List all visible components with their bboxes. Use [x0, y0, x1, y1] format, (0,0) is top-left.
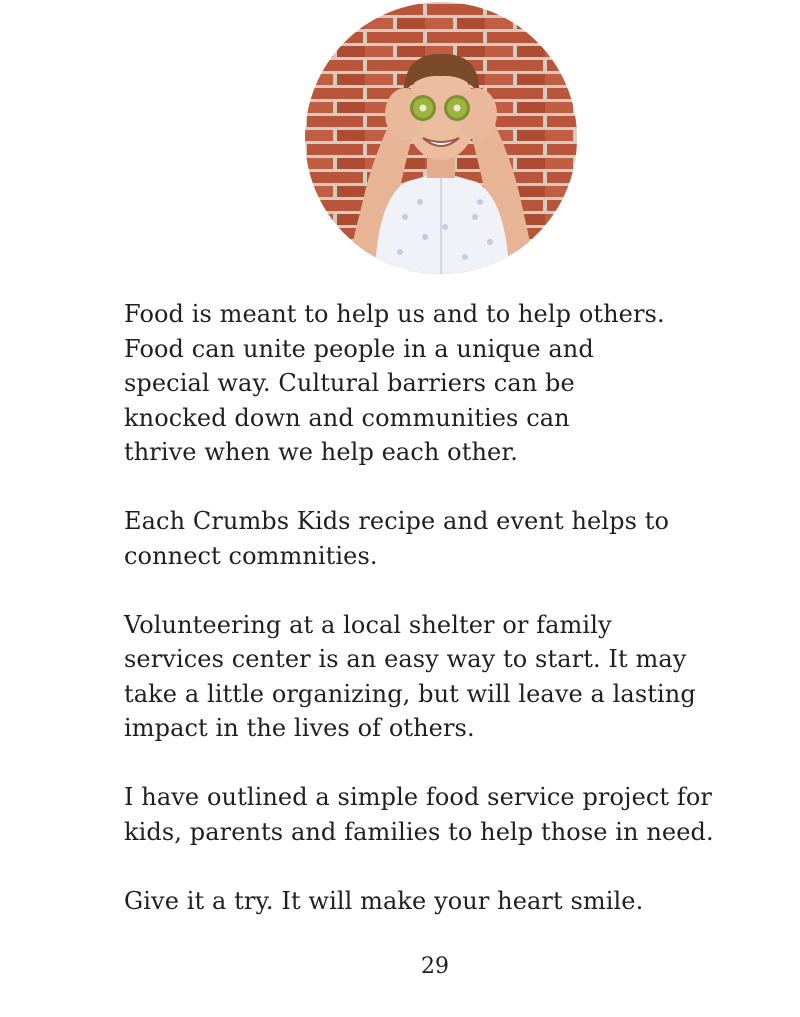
kiwi-slice-left — [410, 95, 436, 121]
kiwi-slice-right — [444, 95, 470, 121]
author-portrait — [305, 2, 577, 274]
body-text — [124, 297, 774, 953]
paragraph-service-project: I have outlined a simple food service project for kids, parents and families to help those in need. — [124, 783, 714, 846]
paragraph-food-purpose: Food is meant to help us and to help others. Food can unite people in a unique and special way. Cultural barriers can be knocked down and communities can thrive when we help each other. — [124, 300, 665, 466]
paragraph-crumbs-kids: Each Crumbs Kids recipe and event helps to connect commnities. — [124, 507, 670, 570]
paragraph-volunteering: Volunteering at a local shelter or family services center is an easy way to start. It may take a little organizing, but will leave a lasting impact in the lives of others. — [124, 610, 696, 742]
portrait-photo-image — [305, 2, 577, 274]
paragraph-closing: Give it a try. It will make your heart smile. — [124, 886, 644, 915]
page-number: 29 — [421, 954, 449, 979]
